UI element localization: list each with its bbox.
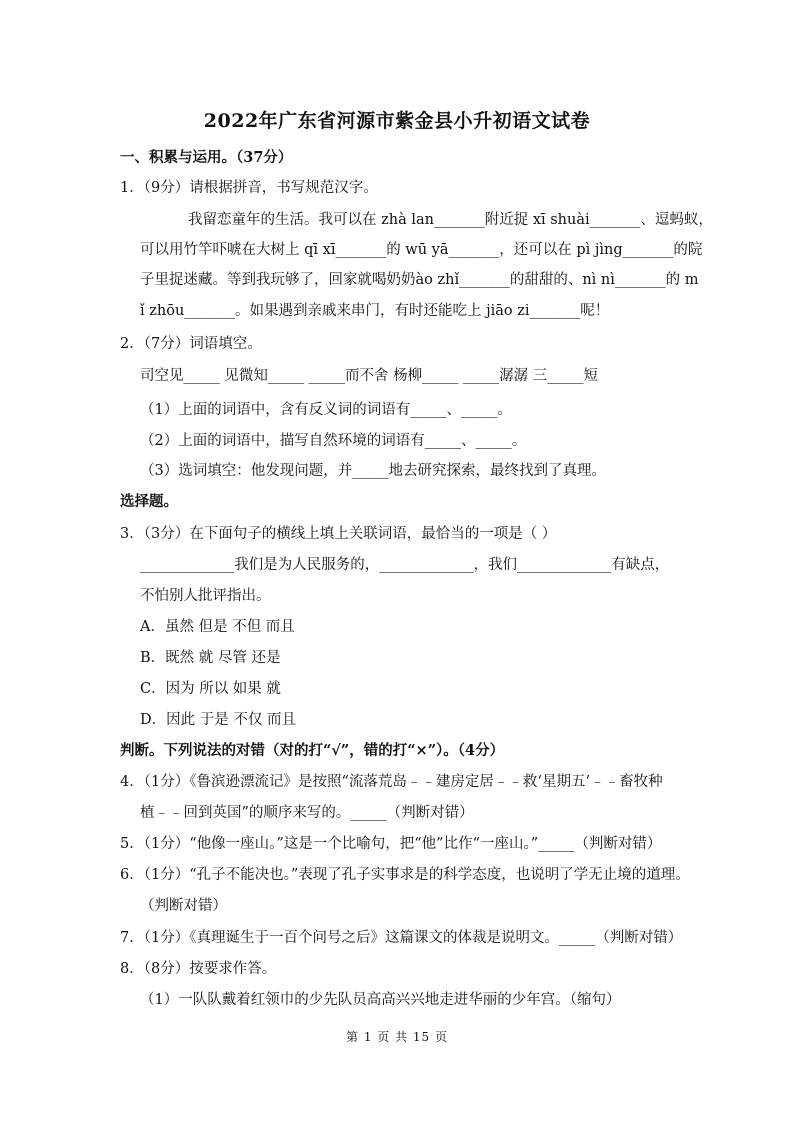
question-3-option-b: B．既然 就 尽管 还是	[140, 650, 281, 666]
question-2-sub-1: （1）上面的词语中，含有反义词的词语有_____、_____。	[140, 402, 512, 418]
question-6-line-1: 6．（1分）“孔子不能决也。”表现了孔子实事求是的科学态度，也说明了学无止境的道理。	[120, 867, 690, 883]
question-3-option-d: D．因此 于是 不仅 而且	[140, 712, 296, 728]
question-2-words: 司空见_____ 见微知_____ _____而不舍 杨柳_____ _____潺潺 三_____短	[140, 368, 599, 384]
question-3-line-1: _____________我们是为人民服务的，_____________，我们_____________有缺点，	[140, 557, 670, 573]
section-heading-3: 判断。下列说法的对错（对的打“√”，错的打“×”）。（4分）	[120, 742, 505, 759]
question-1-line-2: 可以用竹竿吓唬在大树上 qī xī_______的 wū yā_______，还可以在 pì jìng_______的院	[140, 242, 703, 258]
question-2-sub-2: （2）上面的词语中，描写自然环境的词语有_____、_____。	[140, 433, 527, 449]
question-2-stem: 2．（7分）词语填空。	[120, 336, 262, 352]
question-7-line-1: 7．（1分）《真理诞生于一百个问号之后》这篇课文的体裁是说明文。_____（判断对错）	[120, 930, 683, 946]
question-4-line-2: 植﹣﹣回到英国”的顺序来写的。_____（判断对错）	[140, 805, 474, 821]
question-8-stem: 8．（8分）按要求作答。	[120, 961, 277, 977]
question-4-line-1: 4．（1分）《鲁滨逊漂流记》是按照“流落荒岛﹣﹣建房定居﹣﹣救‘星期五’﹣﹣畜牧种	[120, 774, 663, 790]
section-heading-1: 一、积累与运用。（37分）	[120, 149, 293, 166]
question-1-line-1: 我留恋童年的生活。我可以在 zhà lan_______附近捉 xī shuài_______、逗蚂蚁，	[188, 212, 713, 228]
page-footer: 第 1 页 共 15 页	[346, 1030, 448, 1044]
question-3-line-2: 不怕别人批评指出。	[140, 588, 271, 604]
question-8-sub-1: （1）一队队戴着红领巾的少先队员高高兴兴地走进华丽的少年宫。（缩句）	[140, 992, 621, 1008]
question-5-line-1: 5．（1分）“他像一座山。”这是一个比喻句，把“他”比作“一座山。”_____（判断对错）	[120, 836, 662, 852]
question-1-stem: 1．（9分）请根据拼音，书写规范汉字。	[120, 180, 378, 196]
page-title: 2022年广东省河源市紫金县小升初语文试卷	[203, 110, 591, 132]
section-heading-2: 选择题。	[120, 493, 178, 510]
question-6-line-2: （判断对错）	[140, 898, 227, 914]
question-3-option-a: A．虽然 但是 不但 而且	[140, 619, 295, 635]
question-2-sub-3: （3）选词填空：他发现问题，并_____地去研究探索，最终找到了真理。	[140, 463, 606, 479]
question-1-line-3: 子里捉迷藏。等到我玩够了，回家就喝奶奶ào zhǐ_______的甜甜的、nì nì_______的 m	[140, 272, 699, 288]
question-1-line-4: ǐ zhōu_______。如果遇到亲戚来串门，有时还能吃上 jiāo zi_______呢！	[140, 303, 610, 319]
question-3-option-c: C．因为 所以 如果 就	[140, 681, 281, 697]
question-3-stem: 3．（3分）在下面句子的横线上填上关联词语，最恰当的一项是（ ）	[120, 526, 557, 542]
